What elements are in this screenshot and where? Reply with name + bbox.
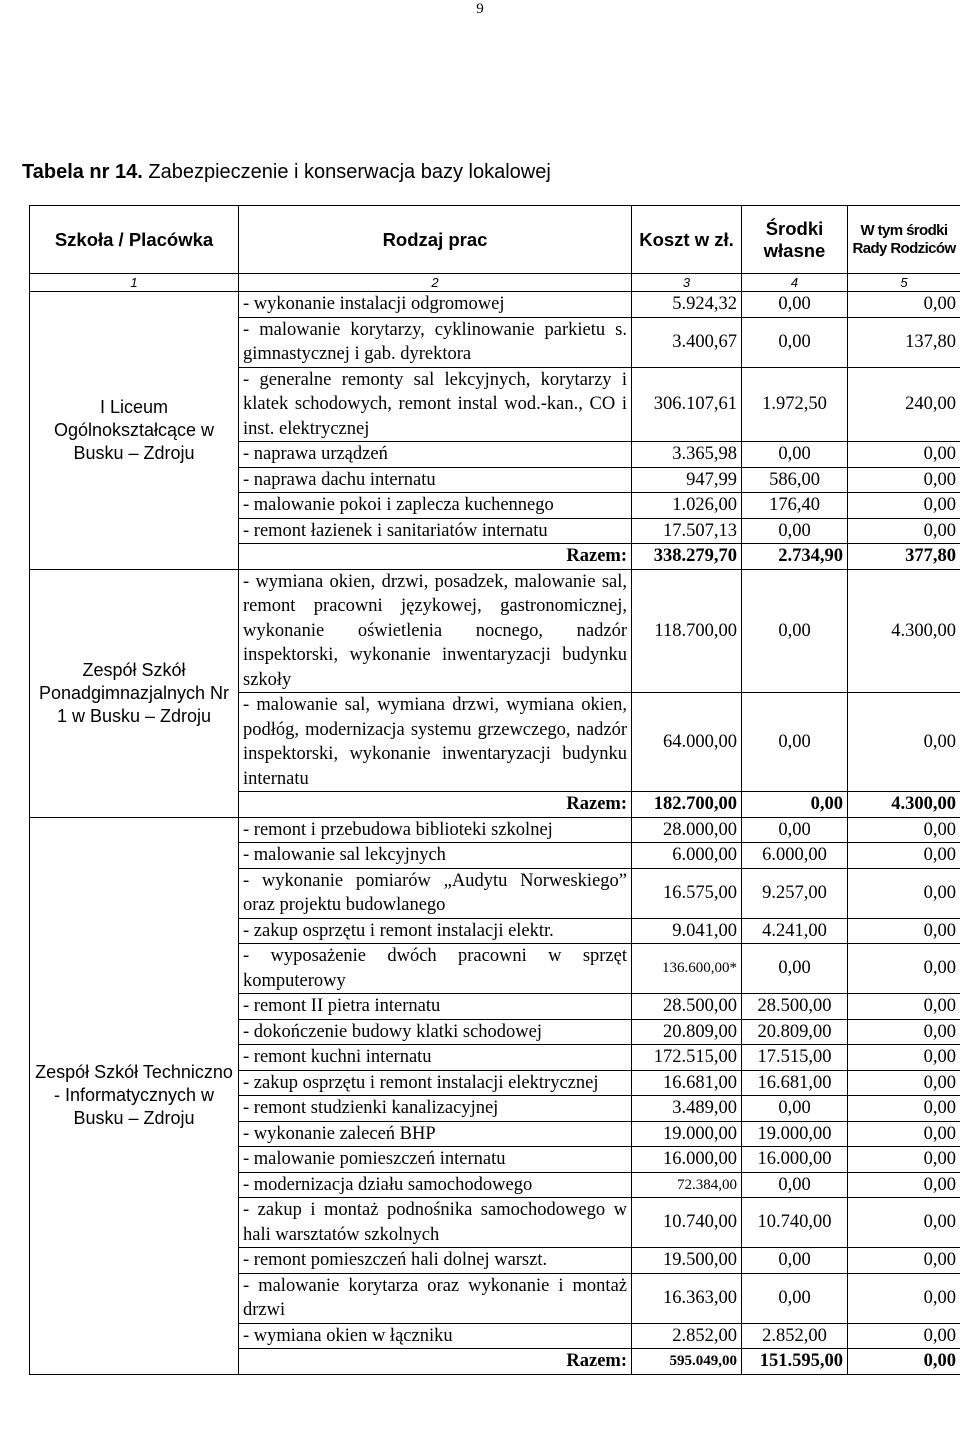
column-index: 2: [239, 274, 632, 292]
cost-value: 28.500,00: [632, 994, 742, 1020]
work-description: - zakup osprzętu i remont instalacji elektrycznej: [239, 1070, 632, 1096]
subtotal-cost: 182.700,00: [632, 792, 742, 818]
column-index: 3: [632, 274, 742, 292]
own-funds-value: 0,00: [742, 817, 848, 843]
cost-value: 172.515,00: [632, 1045, 742, 1071]
parents-funds-value: 0,00: [848, 1172, 960, 1198]
cost-value: 16.000,00: [632, 1147, 742, 1173]
parents-funds-value: 0,00: [848, 518, 960, 544]
own-funds-value: 0,00: [742, 1096, 848, 1122]
own-funds-value: 0,00: [742, 569, 848, 693]
parents-funds-value: 0,00: [848, 1070, 960, 1096]
parents-funds-value: 0,00: [848, 292, 960, 318]
cost-value: 64.000,00: [632, 693, 742, 792]
cost-value: 5.924,32: [632, 292, 742, 318]
subtotal-parents-funds: 0,00: [848, 1349, 960, 1375]
cost-value: 136.600,00*: [632, 944, 742, 994]
subtotal-label: Razem:: [239, 1349, 632, 1375]
own-funds-value: 1.972,50: [742, 367, 848, 442]
column-index: 4: [742, 274, 848, 292]
work-description: - wykonanie zaleceń BHP: [239, 1121, 632, 1147]
header-parents-council-funds: W tym środki Rady Rodziców: [848, 206, 960, 274]
subtotal-label: Razem:: [239, 792, 632, 818]
table-caption-label: Tabela nr 14.: [22, 161, 143, 183]
work-description: - generalne remonty sal lekcyjnych, korytarzy i klatek schodowych, remont instal wod.-kan., CO i inst. elektrycznej: [239, 367, 632, 442]
column-index: 1: [30, 274, 239, 292]
cost-value: 20.809,00: [632, 1019, 742, 1045]
parents-funds-value: 0,00: [848, 467, 960, 493]
own-funds-value: 0,00: [742, 693, 848, 792]
work-description: - malowanie sal, wymiana drzwi, wymiana okien, podłóg, modernizacja systemu grzewczego, nadzór inspektorski, wykonanie inwentaryzacji budynku internatu: [239, 693, 632, 792]
parents-funds-value: 0,00: [848, 1198, 960, 1248]
column-index-row: [30, 274, 960, 292]
subtotal-own-funds: 0,00: [742, 792, 848, 818]
parents-funds-value: 137,80: [848, 317, 960, 367]
parents-funds-value: 0,00: [848, 817, 960, 843]
cost-value: 16.575,00: [632, 868, 742, 918]
school-name: I Liceum Ogólnokształcące w Busku – Zdroju: [30, 292, 239, 570]
subtotal-own-funds: 151.595,00: [742, 1349, 848, 1375]
own-funds-value: 0,00: [742, 1172, 848, 1198]
own-funds-value: 28.500,00: [742, 994, 848, 1020]
parents-funds-value: 0,00: [848, 944, 960, 994]
work-description: - modernizacja działu samochodowego: [239, 1172, 632, 1198]
own-funds-value: 0,00: [742, 1273, 848, 1323]
parents-funds-value: 240,00: [848, 367, 960, 442]
subtotal-label: Razem:: [239, 544, 632, 570]
cost-value: 3.489,00: [632, 1096, 742, 1122]
parents-funds-value: 0,00: [848, 1248, 960, 1274]
cost-value: 16.681,00: [632, 1070, 742, 1096]
own-funds-value: 2.852,00: [742, 1323, 848, 1349]
header-own-funds: Środki własne: [742, 206, 848, 274]
work-description: - malowanie korytarzy, cyklinowanie parkietu s. gimnastycznej i gab. dyrektora: [239, 317, 632, 367]
work-description: - naprawa dachu internatu: [239, 467, 632, 493]
table-row: [30, 292, 960, 318]
parents-funds-value: 0,00: [848, 1121, 960, 1147]
own-funds-value: 0,00: [742, 518, 848, 544]
own-funds-value: 0,00: [742, 1248, 848, 1274]
parents-funds-value: 0,00: [848, 1323, 960, 1349]
parents-funds-value: 0,00: [848, 1147, 960, 1173]
work-description: - zakup osprzętu i remont instalacji elektr.: [239, 918, 632, 944]
cost-value: 16.363,00: [632, 1273, 742, 1323]
subtotal-cost: 595.049,00: [632, 1349, 742, 1375]
header-work-type: Rodzaj prac: [239, 206, 632, 274]
cost-value: 306.107,61: [632, 367, 742, 442]
table-row: [30, 817, 960, 843]
table-body: [30, 274, 960, 1375]
work-description: - remont i przebudowa biblioteki szkolnej: [239, 817, 632, 843]
work-description: - wykonanie pomiarów „Audytu Norweskiego” oraz projektu budowlanego: [239, 868, 632, 918]
cost-value: 72.384,00: [632, 1172, 742, 1198]
parents-funds-value: 0,00: [848, 843, 960, 869]
own-funds-value: 586,00: [742, 467, 848, 493]
work-description: - malowanie pomieszczeń internatu: [239, 1147, 632, 1173]
table-caption: [22, 160, 551, 184]
cost-value: 28.000,00: [632, 817, 742, 843]
subtotal-parents-funds: 4.300,00: [848, 792, 960, 818]
own-funds-value: 4.241,00: [742, 918, 848, 944]
own-funds-value: 9.257,00: [742, 868, 848, 918]
cost-value: 3.400,67: [632, 317, 742, 367]
work-description: - wykonanie instalacji odgromowej: [239, 292, 632, 318]
work-description: - naprawa urządzeń: [239, 442, 632, 468]
own-funds-value: 16.000,00: [742, 1147, 848, 1173]
own-funds-value: 0,00: [742, 292, 848, 318]
cost-value: 3.365,98: [632, 442, 742, 468]
work-description: - remont studzienki kanalizacyjnej: [239, 1096, 632, 1122]
base-maintenance-table: [29, 205, 960, 1375]
parents-funds-value: 0,00: [848, 868, 960, 918]
school-name: Zespół Szkół Ponadgimnazjalnych Nr 1 w Busku – Zdroju: [30, 569, 239, 817]
subtotal-own-funds: 2.734,90: [742, 544, 848, 570]
parents-funds-value: 0,00: [848, 994, 960, 1020]
own-funds-value: 0,00: [742, 442, 848, 468]
subtotal-cost: 338.279,70: [632, 544, 742, 570]
cost-value: 9.041,00: [632, 918, 742, 944]
table-caption-text: Zabezpieczenie i konserwacja bazy lokalowej: [142, 161, 551, 183]
work-description: - remont II pietra internatu: [239, 994, 632, 1020]
cost-value: 118.700,00: [632, 569, 742, 693]
work-description: - remont pomieszczeń hali dolnej warszt.: [239, 1248, 632, 1274]
cost-value: 6.000,00: [632, 843, 742, 869]
cost-value: 19.000,00: [632, 1121, 742, 1147]
work-description: - malowanie pokoi i zaplecza kuchennego: [239, 493, 632, 519]
cost-value: 2.852,00: [632, 1323, 742, 1349]
parents-funds-value: 0,00: [848, 442, 960, 468]
school-name: Zespół Szkół Techniczno - Informatycznych w Busku – Zdroju: [30, 817, 239, 1374]
cost-value: 10.740,00: [632, 1198, 742, 1248]
own-funds-value: 0,00: [742, 944, 848, 994]
work-description: - zakup i montaż podnośnika samochodowego w hali warsztatów szkolnych: [239, 1198, 632, 1248]
header-cost: Koszt w zł.: [632, 206, 742, 274]
subtotal-parents-funds: 377,80: [848, 544, 960, 570]
cost-value: 947,99: [632, 467, 742, 493]
work-description: - malowanie sal lekcyjnych: [239, 843, 632, 869]
page-number: 9: [476, 1, 484, 17]
work-description: - wymiana okien w łączniku: [239, 1323, 632, 1349]
cost-value: 17.507,13: [632, 518, 742, 544]
own-funds-value: 16.681,00: [742, 1070, 848, 1096]
table-row: [30, 569, 960, 693]
cost-value: 19.500,00: [632, 1248, 742, 1274]
work-description: - dokończenie budowy klatki schodowej: [239, 1019, 632, 1045]
own-funds-value: 10.740,00: [742, 1198, 848, 1248]
column-index: 5: [848, 274, 960, 292]
parents-funds-value: 0,00: [848, 1019, 960, 1045]
work-description: - wymiana okien, drzwi, posadzek, malowanie sal, remont pracowni językowej, gastronomicznej, wykonanie oświetlenia nocnego, nadzór inspektorski, wykonanie inwentaryzacji budynku szkoły: [239, 569, 632, 693]
own-funds-value: 19.000,00: [742, 1121, 848, 1147]
work-description: - remont łazienek i sanitariatów internatu: [239, 518, 632, 544]
work-description: - malowanie korytarza oraz wykonanie i montaż drzwi: [239, 1273, 632, 1323]
own-funds-value: 17.515,00: [742, 1045, 848, 1071]
own-funds-value: 20.809,00: [742, 1019, 848, 1045]
parents-funds-value: 0,00: [848, 918, 960, 944]
parents-funds-value: 0,00: [848, 1096, 960, 1122]
own-funds-value: 0,00: [742, 317, 848, 367]
parents-funds-value: 0,00: [848, 1273, 960, 1323]
work-description: - remont kuchni internatu: [239, 1045, 632, 1071]
parents-funds-value: 0,00: [848, 1045, 960, 1071]
parents-funds-value: 4.300,00: [848, 569, 960, 693]
header-school: Szkoła / Placówka: [30, 206, 239, 274]
parents-funds-value: 0,00: [848, 693, 960, 792]
work-description: - wyposażenie dwóch pracowni w sprzęt komputerowy: [239, 944, 632, 994]
cost-value: 1.026,00: [632, 493, 742, 519]
own-funds-value: 6.000,00: [742, 843, 848, 869]
parents-funds-value: 0,00: [848, 493, 960, 519]
own-funds-value: 176,40: [742, 493, 848, 519]
